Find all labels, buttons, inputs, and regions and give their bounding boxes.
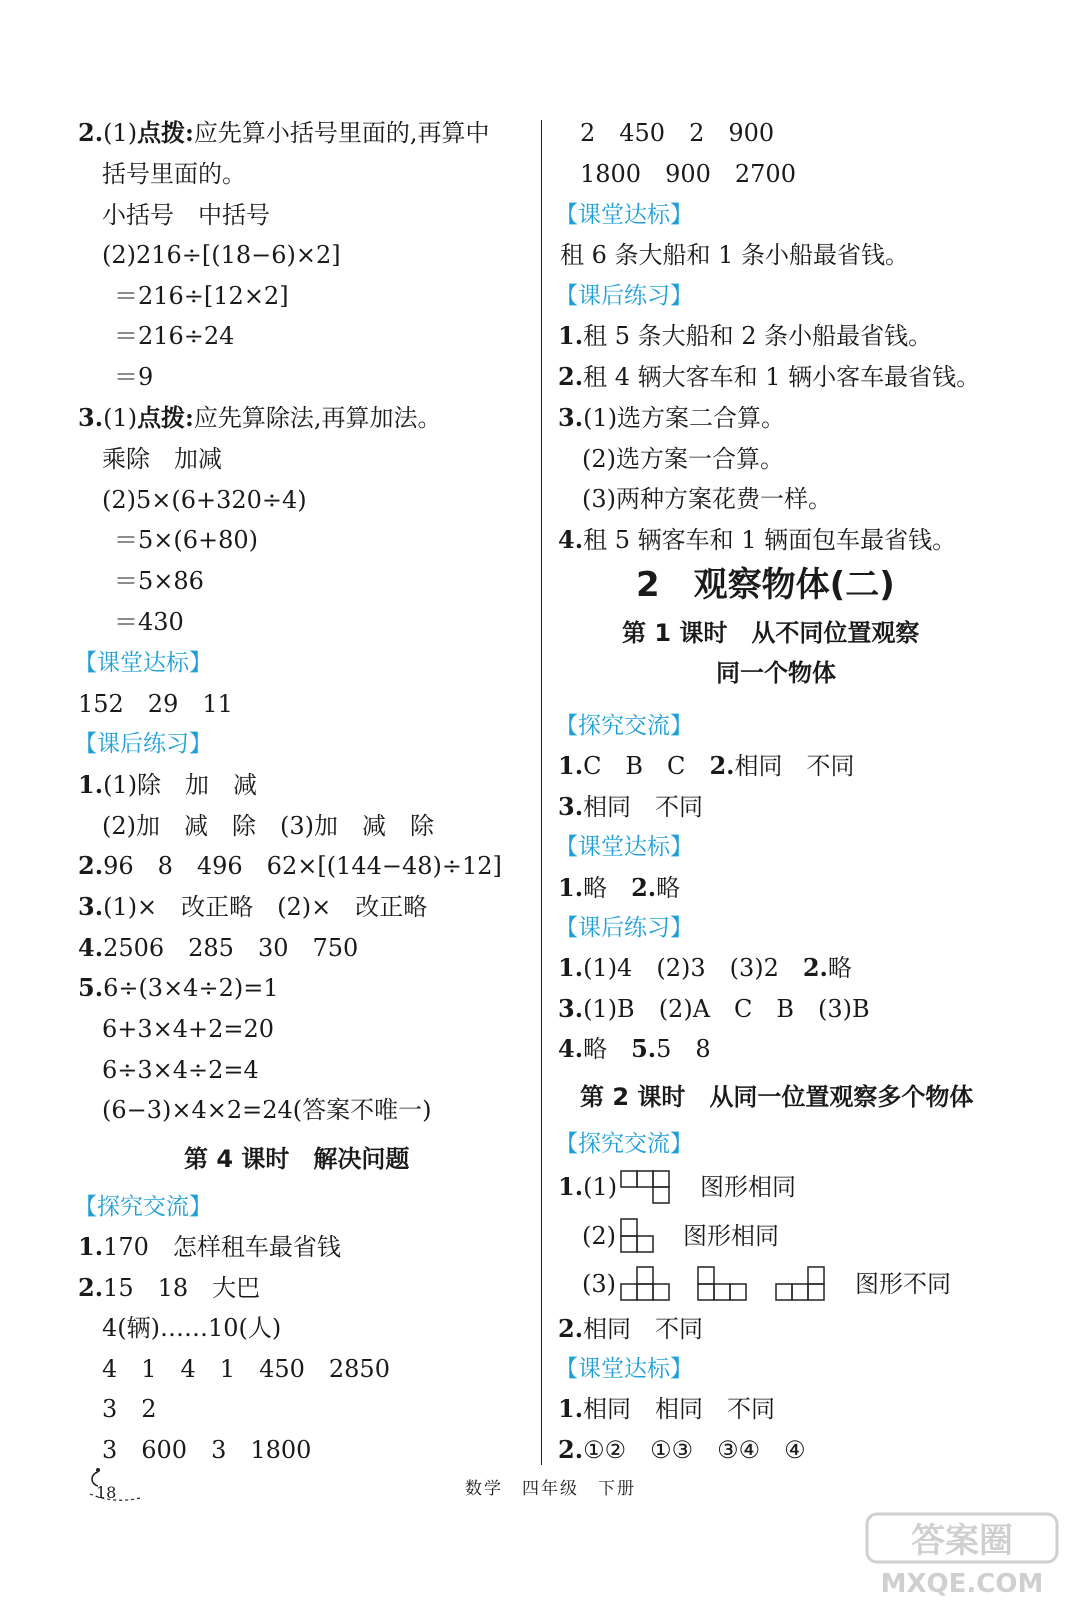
left-line-31: 4 1 4 1 450 2850 — [102, 1355, 390, 1383]
section-tag-explore: 【探究交流】 — [555, 713, 693, 739]
right-line-19: 1.略 2.略 — [558, 873, 681, 902]
lesson-4-heading: 第 4 课时 解决问题 — [184, 1145, 410, 1173]
column-divider — [541, 120, 542, 1465]
view-figure-1 — [620, 1170, 672, 1204]
svg-text:MXQE.COM: MXQE.COM — [880, 1569, 1044, 1598]
section-tag-explore: 【探究交流】 — [74, 1194, 212, 1220]
left-line-10: (2)5×(6+320÷4) — [102, 486, 307, 514]
right-line-32: 2.①② ①③ ③④ ④ — [558, 1435, 806, 1464]
left-line-25: (6−3)×4×2=24(答案不唯一) — [102, 1096, 432, 1124]
left-line-33: 3 600 3 1800 — [102, 1436, 312, 1464]
left-line-19: 2.96 8 496 62×[(144−48)÷12] — [78, 851, 502, 880]
left-line-13: ＝430 — [114, 608, 184, 636]
section-tag-explore-2: 【探究交流】 — [555, 1131, 693, 1157]
right-line-10: (3)两种方案花费一样。 — [582, 485, 832, 513]
right-line-8: 3.(1)选方案二合算。 — [558, 403, 786, 432]
left-line-1: 2.(1)点拨:应先算小括号里面的,再算中 — [78, 118, 490, 147]
right-line-1: 2 450 2 900 — [580, 119, 775, 147]
left-line-3: 小括号 中括号 — [102, 201, 270, 229]
left-line-15: 152 29 11 — [78, 690, 233, 718]
right-line-6: 1.租 5 条大船和 2 条小船最省钱。 — [558, 321, 933, 350]
left-line-11: ＝5×(6+80) — [114, 526, 259, 554]
right-line-28: (3) — [582, 1270, 616, 1298]
right-line-26: 1.(1) — [558, 1172, 618, 1201]
right-line-22: 3.(1)B (2)A C B (3)B — [558, 994, 870, 1023]
left-line-17: 1.(1)除 加 减 — [78, 770, 258, 799]
page-number: 18 — [96, 1483, 117, 1502]
section-tag-classroom: 【课堂达标】 — [555, 202, 693, 228]
left-line-20: 3.(1)× 改正略 (2)× 改正略 — [78, 892, 428, 921]
left-line-18: (2)加 减 除 (3)加 减 除 — [102, 812, 434, 840]
right-line-4: 租 6 条大船和 1 条小船最省钱。 — [560, 241, 910, 269]
left-line-5: ＝216÷[12×2] — [114, 282, 289, 310]
lesson-2-heading: 第 2 课时 从同一位置观察多个物体 — [580, 1083, 974, 1111]
right-line-7: 2.租 4 辆大客车和 1 辆小客车最省钱。 — [558, 362, 981, 391]
lesson-1-heading: 第 1 课时 从不同位置观察 — [622, 619, 920, 647]
section-tag-classroom: 【课堂达标】 — [74, 650, 212, 676]
right-line-27-after: 图形相同 — [683, 1222, 779, 1250]
right-line-11: 4.租 5 辆客车和 1 辆面包车最省钱。 — [558, 525, 957, 554]
right-line-9: (2)选方案一合算。 — [582, 445, 784, 473]
left-line-7: ＝9 — [114, 363, 154, 391]
left-line-6: ＝216÷24 — [114, 322, 235, 350]
section-tag-homework-2: 【课后练习】 — [555, 915, 693, 941]
right-line-2: 1800 900 2700 — [580, 160, 796, 188]
right-line-28-after: 图形不同 — [855, 1270, 951, 1298]
section-tag-homework: 【课后练习】 — [74, 731, 212, 757]
right-line-26-after: 图形相同 — [700, 1173, 796, 1201]
left-line-8: 3.(1)点拨:应先算除法,再算加法。 — [78, 403, 442, 432]
view-figure-2 — [620, 1218, 658, 1254]
left-line-12: ＝5×86 — [114, 567, 204, 595]
footer-subject: 数学 四年级 下册 — [465, 1479, 636, 1499]
right-line-16: 1.C B C 2.相同 不同 — [558, 751, 855, 780]
left-line-4: (2)216÷[(18−6)×2] — [102, 241, 341, 269]
right-line-31: 1.相同 相同 不同 — [558, 1394, 776, 1423]
chapter-title: 2 观察物体(二) — [636, 565, 895, 605]
view-figure-3b — [697, 1266, 749, 1302]
view-figure-3c — [775, 1266, 827, 1302]
left-line-30: 4(辆)……10(人) — [102, 1314, 282, 1342]
right-line-27: (2) — [582, 1222, 616, 1250]
right-line-21: 1.(1)4 (2)3 (3)2 2.略 — [558, 953, 852, 982]
left-line-2: 括号里面的。 — [102, 160, 246, 188]
section-tag-homework: 【课后练习】 — [555, 283, 693, 309]
watermark-logo — [863, 1508, 1063, 1598]
left-line-29: 2.15 18 大巴 — [78, 1273, 261, 1302]
left-line-24: 6÷3×4÷2=4 — [102, 1056, 259, 1084]
view-figure-3a — [620, 1266, 672, 1302]
left-line-32: 3 2 — [102, 1395, 157, 1423]
left-line-22: 5.6÷(3×4÷2)=1 — [78, 973, 279, 1002]
section-tag-classroom-3: 【课堂达标】 — [555, 1356, 693, 1382]
left-line-21: 4.2506 285 30 750 — [78, 933, 359, 962]
right-line-17: 3.相同 不同 — [558, 792, 704, 821]
section-tag-classroom-2: 【课堂达标】 — [555, 834, 693, 860]
lesson-1-heading-cont: 同一个物体 — [716, 659, 836, 687]
left-line-28: 1.170 怎样租车最省钱 — [78, 1232, 341, 1261]
right-line-29: 2.相同 不同 — [558, 1314, 704, 1343]
left-line-23: 6+3×4+2=20 — [102, 1015, 275, 1043]
left-line-9: 乘除 加减 — [102, 445, 222, 473]
right-line-23: 4.略 5.5 8 — [558, 1034, 711, 1063]
svg-text:答案圈: 答案圈 — [911, 1521, 1013, 1561]
